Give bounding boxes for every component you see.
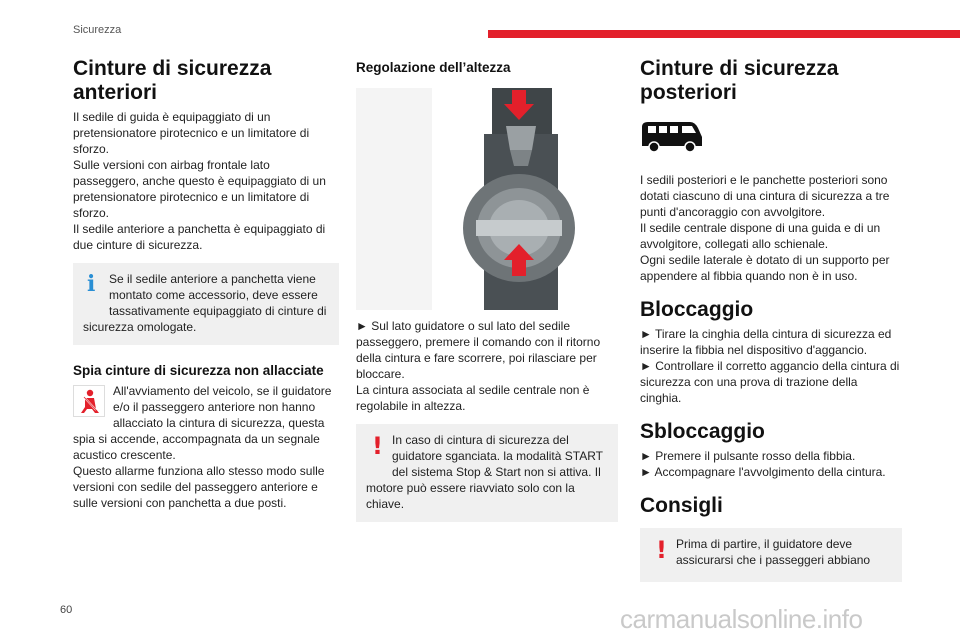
- van-icon: [640, 119, 902, 158]
- page-number: 60: [60, 604, 73, 616]
- column-height-adjust: [356, 54, 618, 522]
- watermark: carmanualsonline.info: [620, 604, 863, 634]
- front-belts-airbag-text: Sulle versioni con airbag frontale lato passeggero, anche questo è equipaggiato di un pretensionatore pirotecnico e un limitatore di sforzo.: [73, 158, 326, 220]
- locking-step-1: ► Tirare la cinghia della cintura di sicurezza ed inserire la fibbia nel dispositivo d'aggancio.: [640, 327, 892, 357]
- rear-belts-text-1: I sedili posteriori e le panchette posteriori sono dotati ciascuno di una cintura di sicurezza a tre punti d'ancoraggio con avvolgitore.: [640, 173, 890, 219]
- info-icon: i: [87, 271, 96, 297]
- unlocking-title: Sbloccaggio: [640, 420, 765, 443]
- unlocking-step-2: ► Accompagnare l'avvolgimento della cintura.: [640, 465, 886, 479]
- stop-start-warning: [356, 424, 618, 522]
- seatbelt-warning-text-2: Questo allarme funziona allo stesso modo sulle versioni con sedile del passeggero anteriore e sulle versioni con panchetta a due posti.: [73, 464, 325, 510]
- warning-icon: !: [372, 432, 383, 460]
- section-label: Sicurezza: [73, 24, 122, 36]
- front-belts-bench-text: Il sedile anteriore a panchetta è equipaggiato di due cinture di sicurezza.: [73, 222, 326, 252]
- seatbelt-warning-icon: [73, 385, 105, 417]
- stop-start-warning-text: In caso di cintura di sicurezza del guidatore sganciata. la modalità START del sistema Stop & Start non si attiva. Il motore può essere riavviato solo con la chiave.: [366, 433, 603, 511]
- front-belts-intro: Il sedile di guida è equipaggiato di un pretensionatore pirotecnico e un limitatore di sforzo.: [73, 110, 310, 156]
- height-adjust-center-note: La cintura associata al sedile centrale non è regolabile in altezza.: [356, 383, 590, 413]
- height-adjust-illustration: [356, 88, 618, 310]
- locking-step-2: ► Controllare il corretto aggancio della cintura di sicurezza con una prova di trazione della cinghia.: [640, 359, 900, 405]
- tips-title: Consigli: [640, 494, 723, 517]
- seatbelt-warning-text: All'avviamento del veicolo, se il guidatore e/o il passeggero anteriore non hanno allacciato la cintura di sicurezza, questa spia si accende, accompagnata da un segnale acustico crescente.: [73, 384, 332, 462]
- rear-belts-title: Cinture di sicurezza posteriori: [640, 57, 839, 104]
- unlocking-step-1: ► Premere il pulsante rosso della fibbia.: [640, 449, 856, 463]
- header-red-bar: [488, 30, 960, 38]
- locking-title: Bloccaggio: [640, 298, 754, 321]
- column-front-belts: [73, 54, 339, 511]
- height-adjust-title: Regolazione dell’altezza: [356, 60, 511, 75]
- tips-warning-text: Prima di partire, il guidatore deve assicurarsi che i passeggeri abbiano: [676, 537, 871, 567]
- front-belts-title: Cinture di sicurezza anteriori: [73, 57, 272, 104]
- column-rear-belts: [640, 54, 902, 582]
- height-adjust-step: ► Sul lato guidatore o sul lato del sedile passeggero, premere il comando con il ritorno della cintura e fare scorrere, poi rilasciare per bloccare.: [356, 319, 601, 381]
- rear-belts-text-2: Il sedile centrale dispone di una guida e di un avvolgitore, collegati allo schienale.: [640, 221, 881, 251]
- bench-info-text: Se il sedile anteriore a panchetta viene montato come accessorio, deve essere tassativamente equipaggiato di cinture di sicurezza omologate.: [83, 272, 327, 334]
- bench-info-note: [73, 263, 339, 345]
- rear-belts-text-3: Ogni sedile laterale è dotato di un supporto per appendere al fibbia quando non è in uso.: [640, 253, 890, 283]
- warning-icon: !: [656, 536, 667, 564]
- seatbelt-warning-title: Spia cinture di sicurezza non allacciate: [73, 363, 324, 378]
- tips-warning: [640, 528, 902, 582]
